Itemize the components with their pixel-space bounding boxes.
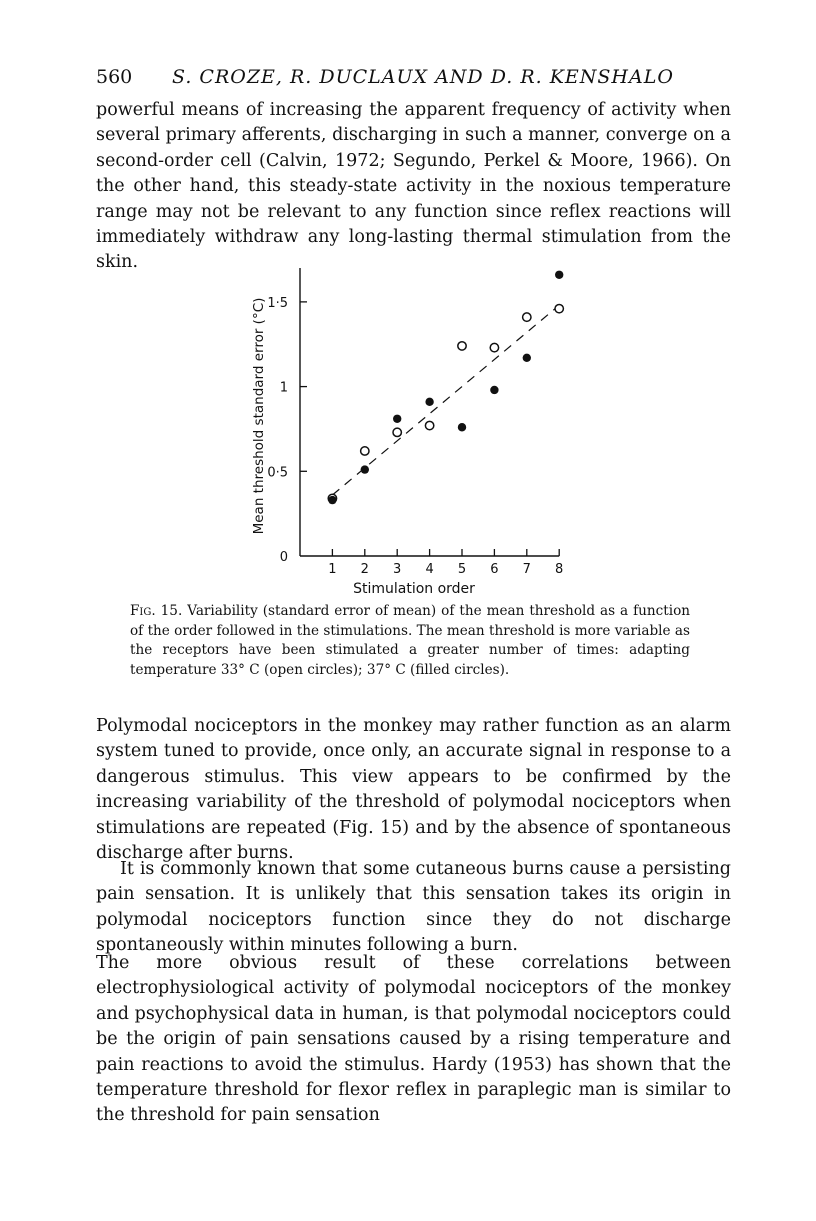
filled-point — [393, 415, 401, 423]
x-tick-label: 4 — [425, 562, 434, 577]
x-tick-label: 8 — [555, 562, 564, 577]
open-point — [490, 343, 498, 351]
filled-point — [458, 423, 466, 431]
x-tick-label: 3 — [393, 562, 402, 577]
x-axis-label: Stimulation order — [353, 581, 475, 597]
chart-ticks — [267, 296, 563, 577]
chart-axes — [300, 268, 559, 556]
chart-points — [328, 271, 563, 505]
open-point — [555, 304, 563, 312]
open-point — [523, 313, 531, 321]
x-tick-label: 1 — [328, 562, 337, 577]
x-tick-label: 5 — [457, 562, 467, 577]
filled-point — [425, 398, 433, 406]
running-head-authors: S. CROZE, R. DUCLAUX AND D. R. KENSHALO — [172, 66, 674, 88]
filled-point — [328, 496, 336, 504]
y-tick-label: 1 — [279, 380, 288, 396]
filled-point — [523, 354, 531, 362]
figure-label: Fig. 15. — [130, 603, 183, 619]
page-header — [96, 66, 736, 88]
x-tick-label: 7 — [522, 562, 531, 577]
filled-point — [490, 386, 498, 394]
filled-point — [555, 271, 563, 279]
filled-point — [361, 465, 369, 473]
y-tick-label: 0 — [279, 550, 288, 565]
scatter-chart — [240, 258, 580, 598]
open-point — [458, 342, 466, 350]
x-tick-label: 2 — [360, 562, 369, 577]
y-axis-label: Mean threshold standard error (°C) — [251, 297, 267, 535]
y-tick-label: 1·5 — [267, 295, 288, 311]
paragraph-2: Polymodal nociceptors in the monkey may rather function as an alarm system tuned to provide, once only, an accurate signal in response to a dangerous stimulus. This view appears to be confirmed by the increasing variability of the threshold of polymodal nociceptors when stimulations are repeated (Fig. 15) and by the absence of spontaneous discharge after burns. — [96, 716, 731, 864]
paragraph-4: The more obvious result of these correlations between electrophysiological activity of polymodal nociceptors of the monkey and psychophysical data in human, is that polymodal nociceptors could be the origin of pain sensations caused by a rising temperature and pain reactions to avoid the stimulus. Hardy (1953) has shown that the temperature threshold for flexor reflex in paraplegic man is similar to the threshold for pain sensation — [96, 953, 731, 1126]
open-point — [361, 447, 369, 455]
figure-caption — [130, 602, 690, 680]
y-tick-label: 0·5 — [267, 465, 288, 481]
paragraph-1: powerful means of increasing the apparent frequency of activity when several primary afferents, discharging in such a manner, converge on a second-order cell (Calvin, 1972; Segundo, Perkel & Moore, 1966). On the other hand, this steady-state activity in the noxious temperature range may not be relevant to any function since reflex reactions will immediately withdraw any long-lasting thermal stimulation from the skin. — [96, 100, 731, 273]
x-tick-label: 6 — [490, 562, 499, 577]
open-point — [425, 421, 433, 429]
paragraph-3: It is commonly known that some cutaneous burns cause a persisting pain sensation. It is unlikely that this sensation takes its origin in polymodal nociceptors function since they do not discharge spontaneously within minutes following a burn. — [96, 859, 731, 956]
page-number: 560 — [96, 66, 133, 88]
open-point — [393, 428, 401, 436]
caption-text: Variability (standard error of mean) of the mean threshold as a function of the order followed in the stimulations. The mean threshold is more variable as the receptors have been stimulated a greater number of times: adapting temperature 33° C (open circles); 37° C (filled circles). — [130, 603, 691, 678]
